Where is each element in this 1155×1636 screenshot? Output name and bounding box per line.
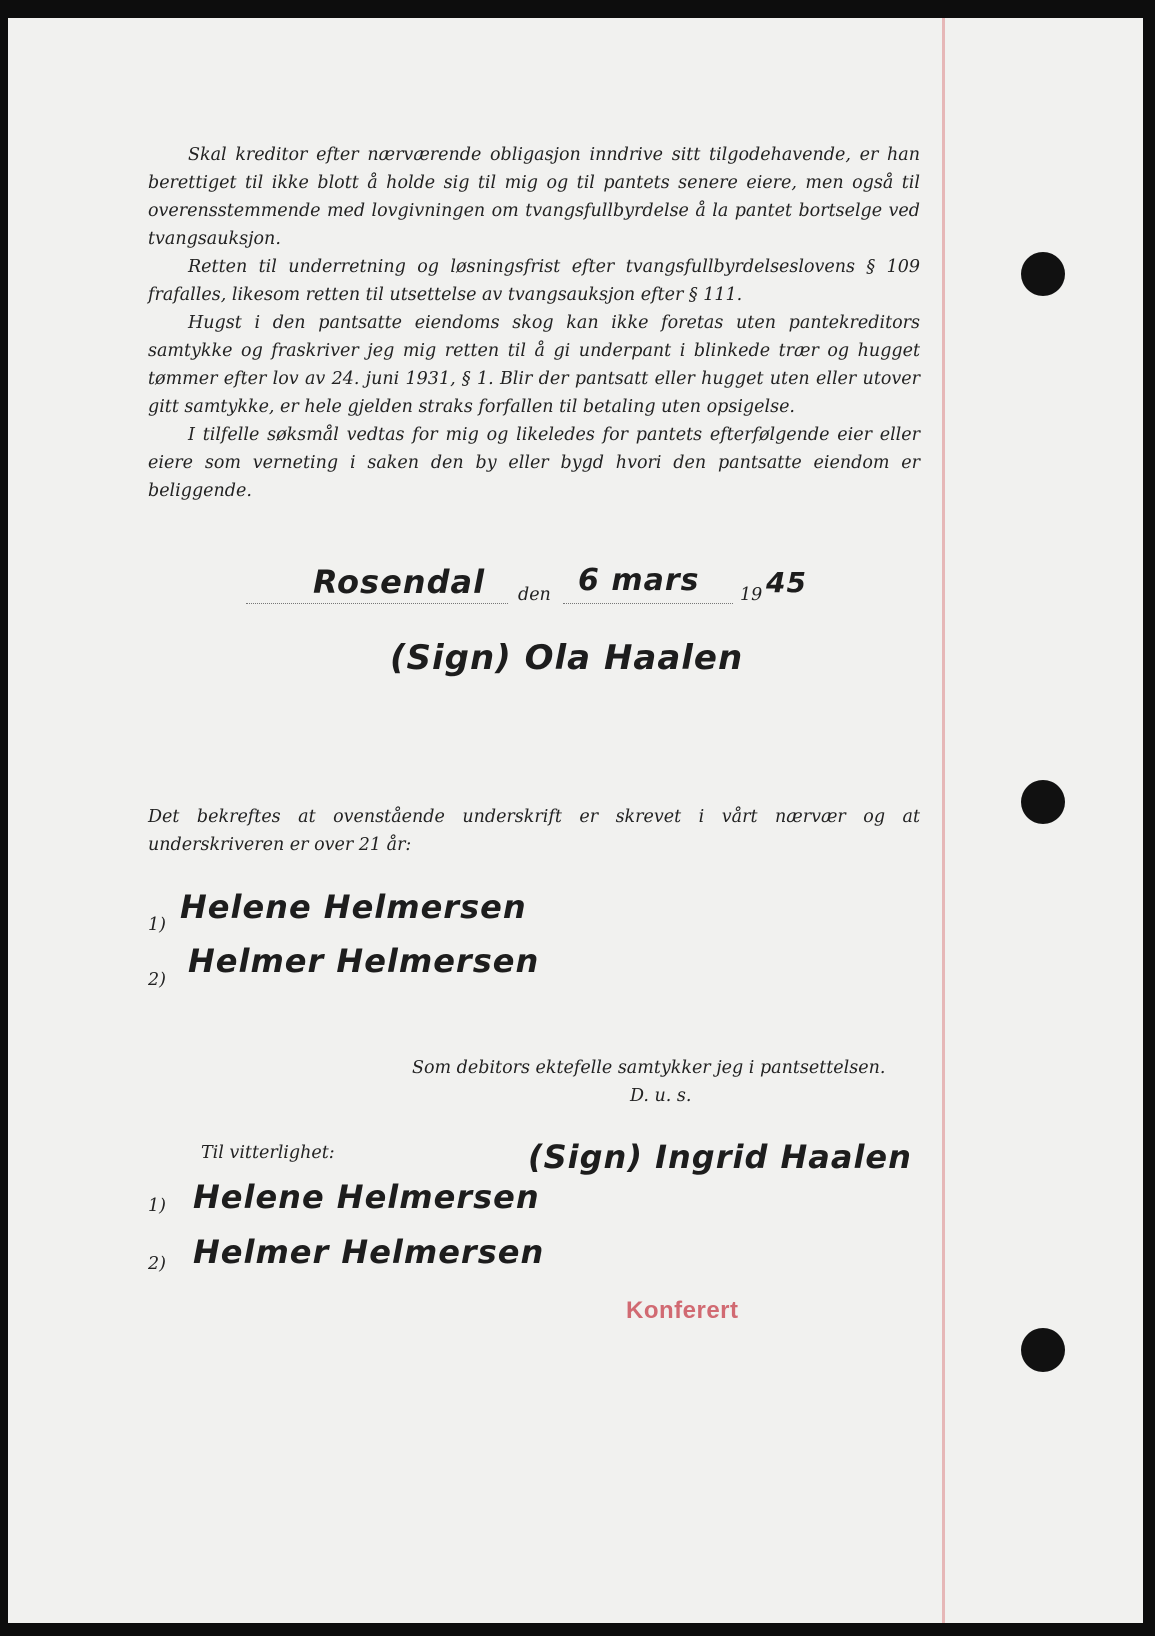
margin-line [942,18,945,1623]
document-page [8,18,1143,1623]
dus: D. u. s. [630,1086,692,1106]
place-handwritten: Rosendal [313,563,486,601]
paragraph-3: Hugst i den pantsatte eiendoms skog kan ikke foretas uten pantekreditors samtykke og fraskriver jeg mig retten til å gi underpant i blinkede trær og hugget tømmer efter lov av 24. juni 1931, § 1. Blir der pantsatt eller hugget uten eller utover gitt samtykke, er hele gjelden straks forfallen til betaling uten opsigelse. [148,313,920,417]
witness-1-label: 1) [148,915,166,935]
witness-2-signature: Helmer Helmersen [188,942,540,980]
til-vitterlighet: Til vitterlighet: [201,1143,335,1163]
debtor-signature: (Sign) Ola Haalen [390,638,744,678]
spouse-signature: (Sign) Ingrid Haalen [528,1138,912,1176]
spouse-statement: Som debitors ektefelle samtykker jeg i pantsettelsen. [412,1058,886,1078]
place-line [246,603,508,604]
witness-2-label: 2) [148,970,166,990]
vitterlighet-1-signature: Helene Helmersen [193,1178,540,1216]
paragraph-2: Retten til underretning og løsningsfrist efter tvangsfullbyrdelseslovens § 109 frafalles, likesom retten til utsettelse av tvangsauksjon efter § 111. [148,257,920,305]
year-prefix: 19 [740,585,763,605]
punch-hole [1021,252,1065,296]
date-handwritten: 6 mars [578,563,700,598]
witness-1-signature: Helene Helmersen [180,888,527,926]
paragraph-4: I tilfelle søksmål vedtas for mig og likeledes for pantets efterfølgende eier eller eiere som verneting i saken den by eller bygd hvori den pantsatte eiendom er beliggende. [148,425,920,501]
vitterlighet-1-label: 1) [148,1196,166,1216]
vitterlighet-2-label: 2) [148,1254,166,1274]
punch-hole [1021,780,1065,824]
punch-hole [1021,1328,1065,1372]
year-handwritten: 45 [766,566,807,599]
date-line [563,603,733,604]
paragraph-1: Skal kreditor efter nærværende obligasjon inndrive sitt tilgodehavende, er han berettiget til ikke blott å holde sig til mig og til pantets senere eiere, men også til overensstemmende med lovgivningen om tvangsfullbyrdelse å la pantet bortselge ved tvangsauksjon. [148,145,920,249]
vitterlighet-2-signature: Helmer Helmersen [193,1233,545,1271]
den-label: den [518,585,551,605]
witness-statement: Det bekreftes at ovenstående underskrift er skrevet i vårt nærvær og at underskriveren er over 21 år: [148,807,920,855]
body-text [148,141,920,505]
konferert-stamp: Konferert [626,1297,739,1324]
